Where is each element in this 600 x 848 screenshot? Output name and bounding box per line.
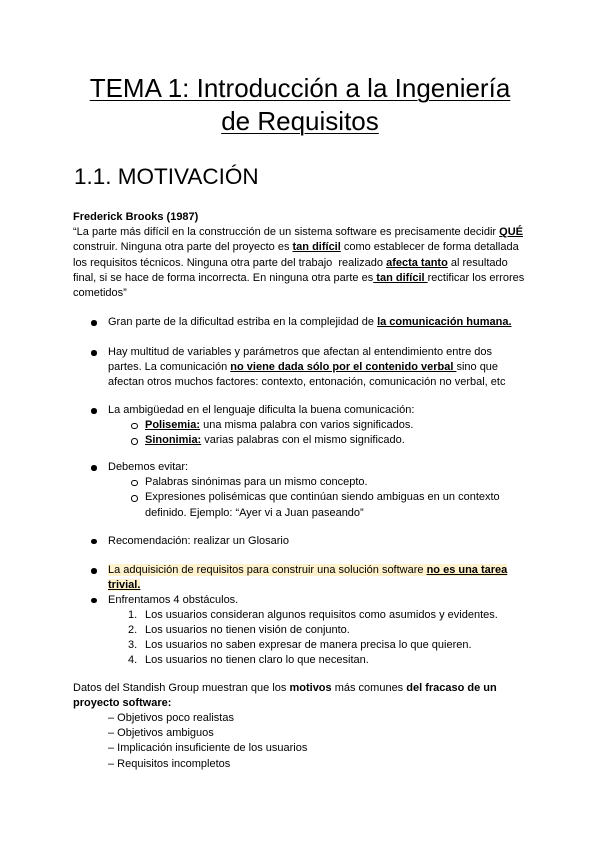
numbered-item bbox=[73, 653, 583, 668]
bold-text: motivos bbox=[289, 682, 332, 694]
text-line bbox=[73, 696, 583, 711]
bullet-item bbox=[73, 315, 583, 330]
quote-text: los requisitos técnicos. Ninguna otra parte del trabajo realizado bbox=[73, 256, 387, 269]
bullet-list-block bbox=[73, 345, 583, 391]
emphasis-text: la comunicación humana. bbox=[377, 316, 512, 328]
section-heading: 1.1. MOTIVACIÓN bbox=[74, 164, 259, 189]
numbered-text: Los usuarios consideran algunos requisitos como asumidos y evidentes. bbox=[145, 608, 498, 621]
highlighted-emphasis-text: no es una tarea bbox=[426, 564, 508, 576]
dash-item-text: – Implicación insuficiente de los usuarios bbox=[108, 742, 308, 755]
hollow-bullet-icon bbox=[131, 480, 138, 487]
dash-list-item bbox=[73, 757, 583, 772]
paragraph-text: más comunes bbox=[331, 682, 407, 694]
text-line bbox=[108, 534, 583, 549]
bullet-item bbox=[73, 534, 583, 549]
quote-line bbox=[73, 286, 583, 301]
bullet-item bbox=[73, 345, 583, 391]
bullet-list-block bbox=[73, 460, 583, 521]
quote-text: final, si se hace de forma incorrecta. En ninguna otra parte es bbox=[73, 271, 374, 284]
bullet-list-block bbox=[73, 563, 583, 593]
quote-text: como establecer de forma detallada bbox=[340, 241, 519, 254]
dash-list-item bbox=[73, 711, 583, 726]
dash-list-item bbox=[73, 741, 583, 756]
text-line bbox=[145, 653, 583, 668]
paragraph-text: Datos del Standish Group muestran que los bbox=[73, 682, 290, 694]
text-line bbox=[108, 315, 583, 330]
highlighted-emphasis-text: trivial. bbox=[108, 579, 141, 592]
standish-paragraph bbox=[73, 681, 583, 711]
sub-bullet-text: Expresiones polisémicas que continúan siendo ambiguas en un contexto bbox=[145, 491, 500, 504]
bullet-icon bbox=[91, 568, 97, 574]
dash-item-text: – Requisitos incompletos bbox=[108, 757, 231, 770]
list-number: 4. bbox=[128, 654, 138, 667]
quote-block bbox=[73, 210, 583, 301]
dash-list-item bbox=[73, 726, 583, 741]
quote-text: rectificar los errores bbox=[427, 271, 525, 284]
quote-emphasis: QUÉ bbox=[499, 226, 523, 239]
text-line bbox=[108, 578, 583, 593]
text-line bbox=[145, 623, 583, 638]
numbered-item bbox=[73, 608, 583, 623]
quote-emphasis: tan difícil bbox=[292, 241, 341, 254]
bullet-text: Enfrentamos 4 obstáculos. bbox=[108, 593, 239, 606]
quote-text: “La parte más difícil en la construcción de un sistema software es precisamente decidir bbox=[73, 226, 500, 239]
bullet-list-block bbox=[73, 315, 583, 330]
quote-emphasis: afecta tanto bbox=[386, 256, 448, 269]
numbered-item bbox=[73, 623, 583, 638]
dash-item-text: – Objetivos poco realistas bbox=[108, 712, 234, 724]
text-line bbox=[108, 375, 583, 390]
list-number: 3. bbox=[128, 639, 138, 652]
quote-line bbox=[73, 271, 583, 286]
bullet-list-block bbox=[73, 534, 583, 549]
bold-text: del fracaso de un bbox=[406, 682, 497, 694]
quote-line bbox=[73, 240, 583, 255]
numbered-text: Los usuarios no tienen claro lo que necesitan. bbox=[145, 654, 369, 667]
term-text: Polisemia: bbox=[145, 419, 201, 432]
emphasis-text: no viene dada sólo por el contenido verbal bbox=[230, 361, 457, 374]
bullet-text: sino que bbox=[456, 361, 499, 374]
quote-author: Frederick Brooks (1987) bbox=[73, 211, 199, 223]
definition-text: varias palabras con el mismo significado. bbox=[201, 434, 405, 447]
bullet-list-block bbox=[73, 593, 583, 669]
bullet-icon bbox=[91, 350, 97, 356]
quote-author-line bbox=[73, 210, 583, 225]
text-line bbox=[108, 403, 583, 418]
bullet-icon bbox=[91, 320, 97, 326]
bullet-icon bbox=[91, 598, 97, 604]
title-text: TEMA 1: Introducción a la Ingeniería bbox=[89, 73, 511, 103]
bullet-text: Gran parte de la dificultad estriba en la complejidad de bbox=[108, 316, 378, 328]
sub-bullet-item bbox=[73, 475, 583, 490]
text-line bbox=[145, 418, 583, 433]
bullet-text: Recomendación: realizar un Glosario bbox=[108, 534, 289, 547]
text-line bbox=[108, 593, 583, 608]
title-line bbox=[0, 105, 600, 138]
term-text: Sinonimia: bbox=[145, 434, 202, 447]
text-line bbox=[145, 638, 583, 653]
numbered-item bbox=[73, 638, 583, 653]
text-line bbox=[145, 608, 583, 623]
bullet-item-highlighted bbox=[73, 563, 583, 593]
text-line bbox=[145, 433, 583, 448]
hollow-bullet-icon bbox=[131, 423, 138, 430]
numbered-text: Los usuarios no tienen visión de conjunto. bbox=[145, 623, 350, 636]
quote-text: cometidos” bbox=[73, 286, 127, 299]
sub-bullet-item bbox=[73, 418, 583, 433]
hollow-bullet-icon bbox=[131, 495, 138, 502]
text-line bbox=[108, 360, 583, 375]
quote-text: al resultado bbox=[447, 256, 508, 269]
document-title bbox=[0, 72, 600, 138]
bullet-text: partes. La comunicación bbox=[108, 361, 231, 374]
hollow-bullet-icon bbox=[131, 438, 138, 445]
sub-bullet-item bbox=[73, 490, 583, 520]
sub-bullet-item bbox=[73, 433, 583, 448]
text-line bbox=[145, 506, 583, 521]
dash-list bbox=[73, 711, 583, 772]
highlighted-text: La adquisición de requisitos para construir una solución software bbox=[108, 564, 427, 576]
text-line bbox=[108, 460, 583, 475]
numbered-text: Los usuarios no saben expresar de manera precisa lo que quieren. bbox=[145, 639, 472, 652]
bullet-icon bbox=[91, 465, 97, 471]
bullet-text: afectan otros muchos factores: contexto, entonación, comunicación no verbal, etc bbox=[108, 376, 506, 389]
bullet-text: Hay multitud de variables y parámetros que afectan al entendimiento entre dos bbox=[108, 346, 492, 358]
text-line bbox=[108, 563, 583, 578]
quote-line bbox=[73, 256, 583, 271]
bullet-text: La ambigüedad en el lenguaje dificulta la buena comunicación: bbox=[108, 404, 415, 416]
list-number: 1. bbox=[128, 608, 138, 621]
text-line bbox=[145, 490, 583, 505]
bullet-item bbox=[73, 403, 583, 418]
bold-text: proyecto software: bbox=[73, 697, 172, 710]
bullet-item bbox=[73, 593, 583, 608]
text-line bbox=[73, 681, 583, 696]
sub-bullet-text: definido. Ejemplo: “Ayer vi a Juan paseando” bbox=[145, 506, 364, 519]
sub-bullet-text: Palabras sinónimas para un mismo concepto. bbox=[145, 476, 368, 489]
dash-item-text: – Objetivos ambiguos bbox=[108, 727, 214, 740]
bullet-icon bbox=[91, 408, 97, 414]
title-line bbox=[0, 72, 600, 105]
quote-text: construir. Ninguna otra parte del proyecto es bbox=[73, 241, 293, 254]
list-number: 2. bbox=[128, 623, 138, 636]
text-line bbox=[145, 475, 583, 490]
quote-line bbox=[73, 225, 583, 240]
text-line bbox=[108, 345, 583, 360]
bullet-icon bbox=[91, 539, 97, 545]
quote-emphasis: tan difícil bbox=[373, 271, 428, 284]
bullet-list-block bbox=[73, 403, 583, 449]
bullet-item bbox=[73, 460, 583, 475]
bullet-text: Debemos evitar: bbox=[108, 461, 189, 473]
title-text: de Requisitos bbox=[221, 106, 379, 136]
definition-text: una misma palabra con varios significados. bbox=[200, 419, 414, 432]
